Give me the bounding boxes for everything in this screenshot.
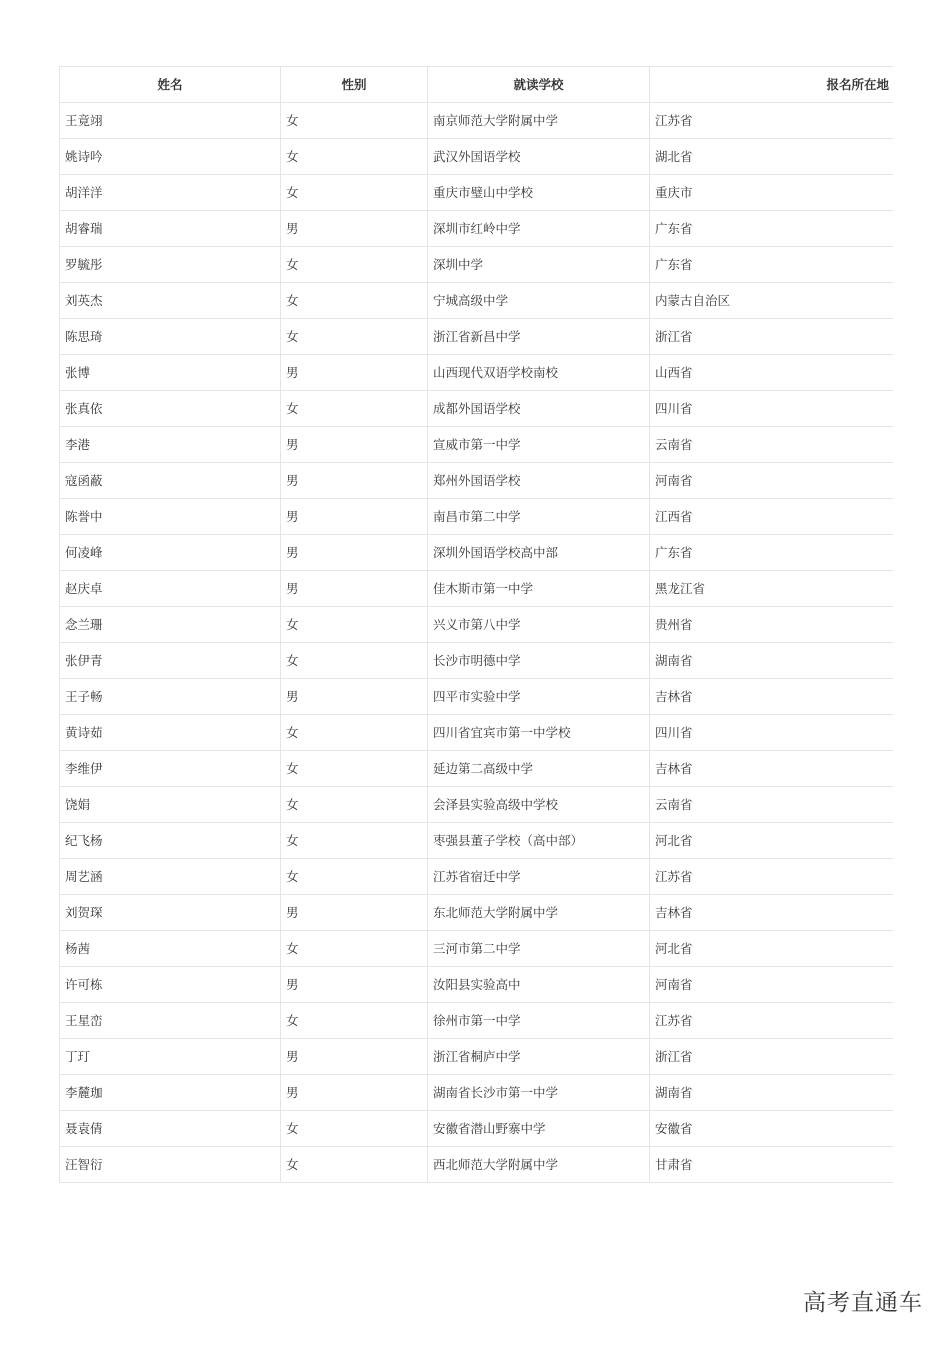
cell-school: 佳木斯市第一中学 <box>428 571 650 607</box>
cell-gender: 女 <box>281 139 428 175</box>
table-row <box>60 391 894 427</box>
cell-school: 南昌市第二中学 <box>428 499 650 535</box>
table-row <box>60 355 894 391</box>
cell-region: 湖南省 <box>650 643 894 679</box>
cell-school: 山西现代双语学校南校 <box>428 355 650 391</box>
cell-school: 深圳外国语学校高中部 <box>428 535 650 571</box>
cell-school: 郑州外国语学校 <box>428 463 650 499</box>
cell-region: 甘肃省 <box>650 1147 894 1183</box>
cell-school: 武汉外国语学校 <box>428 139 650 175</box>
cell-region: 贵州省 <box>650 607 894 643</box>
cell-region: 河北省 <box>650 823 894 859</box>
cell-region: 吉林省 <box>650 895 894 931</box>
cell-name: 纪飞杨 <box>60 823 281 859</box>
cell-name: 张博 <box>60 355 281 391</box>
cell-school: 宁城高级中学 <box>428 283 650 319</box>
cell-gender: 男 <box>281 499 428 535</box>
cell-region: 江苏省 <box>650 859 894 895</box>
table-row <box>60 427 894 463</box>
cell-school: 长沙市明德中学 <box>428 643 650 679</box>
cell-school: 东北师范大学附属中学 <box>428 895 650 931</box>
cell-name: 胡睿瑞 <box>60 211 281 247</box>
cell-name: 王竟翊 <box>60 103 281 139</box>
table-row <box>60 499 894 535</box>
table-row <box>60 895 894 931</box>
cell-region: 黑龙江省 <box>650 571 894 607</box>
watermark-text: 高考直通车 <box>803 1290 923 1316</box>
cell-region: 吉林省 <box>650 679 894 715</box>
cell-region: 河南省 <box>650 463 894 499</box>
cell-school: 成都外国语学校 <box>428 391 650 427</box>
cell-region: 江西省 <box>650 499 894 535</box>
cell-region: 山西省 <box>650 355 894 391</box>
cell-name: 罗毓彤 <box>60 247 281 283</box>
student-list-table-container <box>59 66 893 1183</box>
cell-gender: 女 <box>281 103 428 139</box>
cell-name: 胡洋洋 <box>60 175 281 211</box>
cell-region: 吉林省 <box>650 751 894 787</box>
cell-name: 饶娟 <box>60 787 281 823</box>
table-row <box>60 211 894 247</box>
table-row <box>60 571 894 607</box>
table-row <box>60 463 894 499</box>
cell-name: 张真依 <box>60 391 281 427</box>
cell-name: 李维伊 <box>60 751 281 787</box>
header-region: 报名所在地 <box>650 67 894 103</box>
student-list-table <box>59 66 893 1183</box>
cell-name: 张伊青 <box>60 643 281 679</box>
table-row <box>60 823 894 859</box>
table-row <box>60 535 894 571</box>
cell-name: 李港 <box>60 427 281 463</box>
cell-school: 浙江省新昌中学 <box>428 319 650 355</box>
cell-gender: 女 <box>281 319 428 355</box>
cell-name: 刘贺琛 <box>60 895 281 931</box>
cell-name: 陈思琦 <box>60 319 281 355</box>
cell-gender: 女 <box>281 175 428 211</box>
table-row <box>60 247 894 283</box>
cell-school: 会泽县实验高级中学校 <box>428 787 650 823</box>
cell-region: 内蒙古自治区 <box>650 283 894 319</box>
cell-region: 广东省 <box>650 535 894 571</box>
cell-region: 湖南省 <box>650 1075 894 1111</box>
cell-region: 浙江省 <box>650 319 894 355</box>
cell-school: 湖南省长沙市第一中学 <box>428 1075 650 1111</box>
cell-region: 四川省 <box>650 715 894 751</box>
cell-gender: 男 <box>281 1039 428 1075</box>
cell-region: 广东省 <box>650 211 894 247</box>
header-gender: 性别 <box>281 67 428 103</box>
table-row <box>60 967 894 1003</box>
cell-name: 何凌峰 <box>60 535 281 571</box>
cell-name: 王星峦 <box>60 1003 281 1039</box>
cell-name: 李麓珈 <box>60 1075 281 1111</box>
table-row <box>60 715 894 751</box>
cell-name: 念兰珊 <box>60 607 281 643</box>
cell-gender: 男 <box>281 463 428 499</box>
cell-gender: 女 <box>281 1111 428 1147</box>
cell-name: 黄诗茹 <box>60 715 281 751</box>
cell-school: 徐州市第一中学 <box>428 1003 650 1039</box>
cell-school: 宣威市第一中学 <box>428 427 650 463</box>
cell-region: 河北省 <box>650 931 894 967</box>
cell-gender: 女 <box>281 643 428 679</box>
table-row <box>60 679 894 715</box>
table-row <box>60 139 894 175</box>
table-row <box>60 859 894 895</box>
cell-region: 江苏省 <box>650 103 894 139</box>
cell-school: 汝阳县实验高中 <box>428 967 650 1003</box>
cell-gender: 女 <box>281 751 428 787</box>
cell-gender: 男 <box>281 1075 428 1111</box>
cell-gender: 男 <box>281 535 428 571</box>
cell-school: 安徽省潜山野寨中学 <box>428 1111 650 1147</box>
table-row <box>60 643 894 679</box>
cell-gender: 女 <box>281 1147 428 1183</box>
cell-school: 枣强县董子学校（高中部） <box>428 823 650 859</box>
table-row <box>60 1003 894 1039</box>
table-row <box>60 1039 894 1075</box>
cell-region: 河南省 <box>650 967 894 1003</box>
cell-region: 浙江省 <box>650 1039 894 1075</box>
cell-region: 江苏省 <box>650 1003 894 1039</box>
cell-name: 王子畅 <box>60 679 281 715</box>
table-body <box>60 103 894 1183</box>
cell-gender: 女 <box>281 283 428 319</box>
cell-gender: 男 <box>281 355 428 391</box>
cell-gender: 女 <box>281 247 428 283</box>
cell-gender: 男 <box>281 967 428 1003</box>
cell-school: 南京师范大学附属中学 <box>428 103 650 139</box>
cell-school: 四平市实验中学 <box>428 679 650 715</box>
cell-gender: 女 <box>281 1003 428 1039</box>
cell-name: 赵庆卓 <box>60 571 281 607</box>
cell-gender: 女 <box>281 823 428 859</box>
cell-school: 深圳中学 <box>428 247 650 283</box>
cell-name: 周艺涵 <box>60 859 281 895</box>
cell-name: 许可栋 <box>60 967 281 1003</box>
cell-school: 西北师范大学附属中学 <box>428 1147 650 1183</box>
table-row <box>60 319 894 355</box>
cell-name: 陈誉中 <box>60 499 281 535</box>
table-row <box>60 931 894 967</box>
cell-region: 四川省 <box>650 391 894 427</box>
cell-gender: 男 <box>281 571 428 607</box>
cell-school: 四川省宜宾市第一中学校 <box>428 715 650 751</box>
header-name: 姓名 <box>60 67 281 103</box>
cell-name: 杨茜 <box>60 931 281 967</box>
cell-gender: 女 <box>281 607 428 643</box>
cell-school: 深圳市红岭中学 <box>428 211 650 247</box>
cell-region: 安徽省 <box>650 1111 894 1147</box>
cell-school: 重庆市璧山中学校 <box>428 175 650 211</box>
cell-gender: 女 <box>281 715 428 751</box>
cell-gender: 男 <box>281 679 428 715</box>
cell-school: 兴义市第八中学 <box>428 607 650 643</box>
cell-school: 江苏省宿迁中学 <box>428 859 650 895</box>
cell-gender: 男 <box>281 211 428 247</box>
cell-region: 湖北省 <box>650 139 894 175</box>
table-row <box>60 103 894 139</box>
table-row <box>60 751 894 787</box>
table-row <box>60 1111 894 1147</box>
table-row <box>60 787 894 823</box>
cell-school: 三河市第二中学 <box>428 931 650 967</box>
cell-name: 丁玎 <box>60 1039 281 1075</box>
cell-region: 重庆市 <box>650 175 894 211</box>
cell-gender: 男 <box>281 427 428 463</box>
cell-school: 浙江省桐庐中学 <box>428 1039 650 1075</box>
cell-name: 寇函蔽 <box>60 463 281 499</box>
cell-name: 刘英杰 <box>60 283 281 319</box>
cell-name: 聂袁倩 <box>60 1111 281 1147</box>
cell-region: 云南省 <box>650 787 894 823</box>
table-row <box>60 1075 894 1111</box>
header-school: 就读学校 <box>428 67 650 103</box>
cell-name: 汪智衍 <box>60 1147 281 1183</box>
table-row <box>60 1147 894 1183</box>
cell-gender: 女 <box>281 787 428 823</box>
cell-region: 云南省 <box>650 427 894 463</box>
table-row <box>60 283 894 319</box>
table-row <box>60 175 894 211</box>
table-header-row <box>60 67 894 103</box>
cell-gender: 女 <box>281 931 428 967</box>
cell-name: 姚诗吟 <box>60 139 281 175</box>
table-row <box>60 607 894 643</box>
cell-gender: 女 <box>281 391 428 427</box>
cell-gender: 男 <box>281 895 428 931</box>
cell-gender: 女 <box>281 859 428 895</box>
cell-school: 延边第二高级中学 <box>428 751 650 787</box>
cell-region: 广东省 <box>650 247 894 283</box>
